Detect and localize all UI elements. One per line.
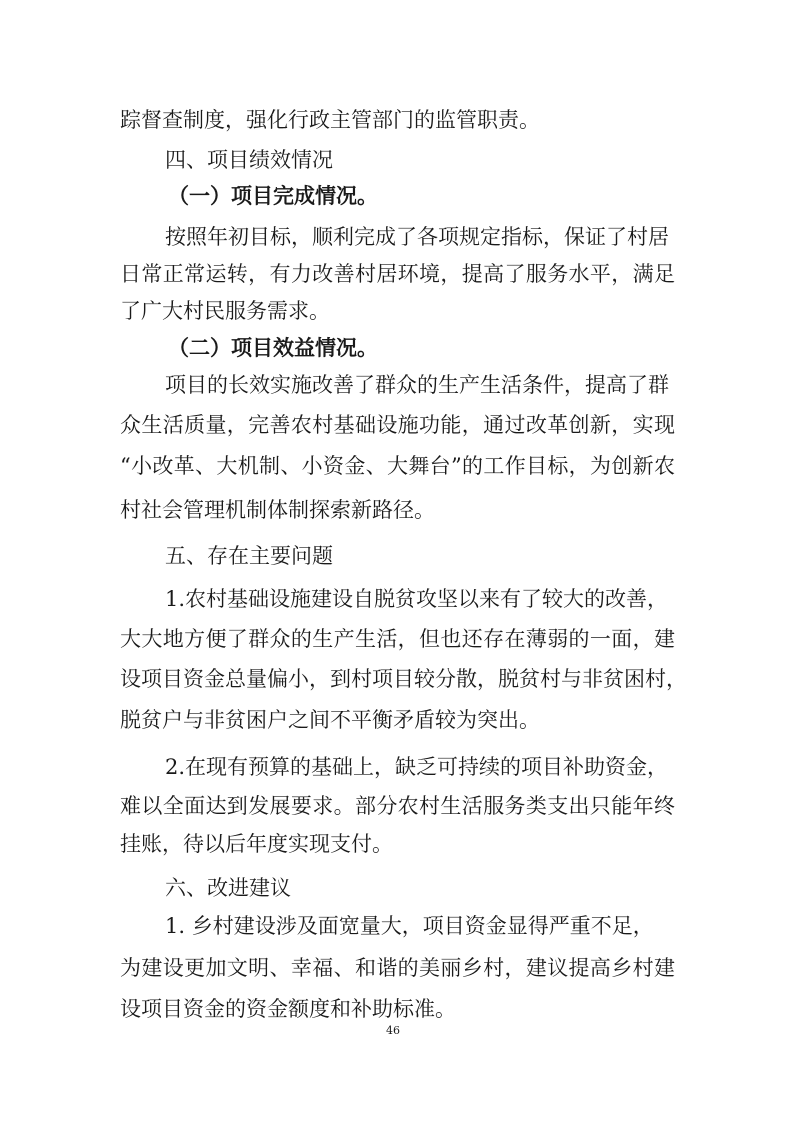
paragraph-line: 脱贫户与非贫困户之间不平衡矛盾较为突出。 (120, 708, 540, 732)
paragraph-line: 难以全面达到发展要求。部分农村生活服务类支出只能年终 (120, 794, 675, 818)
paragraph-line: 了广大村民服务需求。 (120, 299, 330, 323)
paragraph-line: 大大地方便了群众的生产生活，但也还存在薄弱的一面，建 (120, 627, 675, 651)
paragraph-line: “小改革、大机制、小资金、大舞台”的工作目标，为创新农 (120, 454, 675, 478)
paragraph-line: 设项目资金的资金额度和补助标准。 (120, 997, 456, 1021)
page-number: 46 (386, 1024, 400, 1037)
paragraph-line: 2.在现有预算的基础上，缺乏可持续的项目补助资金， (165, 755, 669, 779)
paragraph-line: 项目的长效实施改善了群众的生产生活条件，提高了群 (165, 373, 669, 397)
paragraph-line: 1.农村基础设施建设自脱贫攻坚以来有了较大的改善， (165, 587, 669, 611)
paragraph-line: 挂账，待以后年度实现支付。 (120, 832, 393, 856)
paragraph-line: 众生活质量，完善农村基础设施功能，通过改革创新，实现 (120, 413, 675, 437)
paragraph-line: 为建设更加文明、幸福、和谐的美丽乡村，建议提高乡村建 (120, 956, 675, 980)
section-heading: 五、存在主要问题 (165, 544, 333, 568)
paragraph-line: 日常正常运转，有力改善村居环境，提高了服务水平，满足 (120, 262, 675, 286)
section-heading: 四、项目绩效情况 (165, 148, 333, 172)
paragraph-line: 按照年初目标，顺利完成了各项规定指标，保证了村居 (165, 225, 669, 249)
paragraph-line: 设项目资金总量偏小，到村项目较分散，脱贫村与非贫困村， (120, 667, 687, 691)
paragraph-line: 村社会管理机制体制探索新路径。 (120, 498, 435, 522)
paragraph-line: 1. 乡村建设涉及面宽量大，项目资金显得严重不足， (165, 914, 654, 938)
subsection-heading: （一）项目完成情况。 (168, 183, 378, 208)
paragraph-line: 踪督查制度，强化行政主管部门的监管职责。 (120, 108, 540, 132)
subsection-heading: （二）项目效益情况。 (168, 335, 378, 360)
section-heading: 六、改进建议 (165, 876, 291, 900)
